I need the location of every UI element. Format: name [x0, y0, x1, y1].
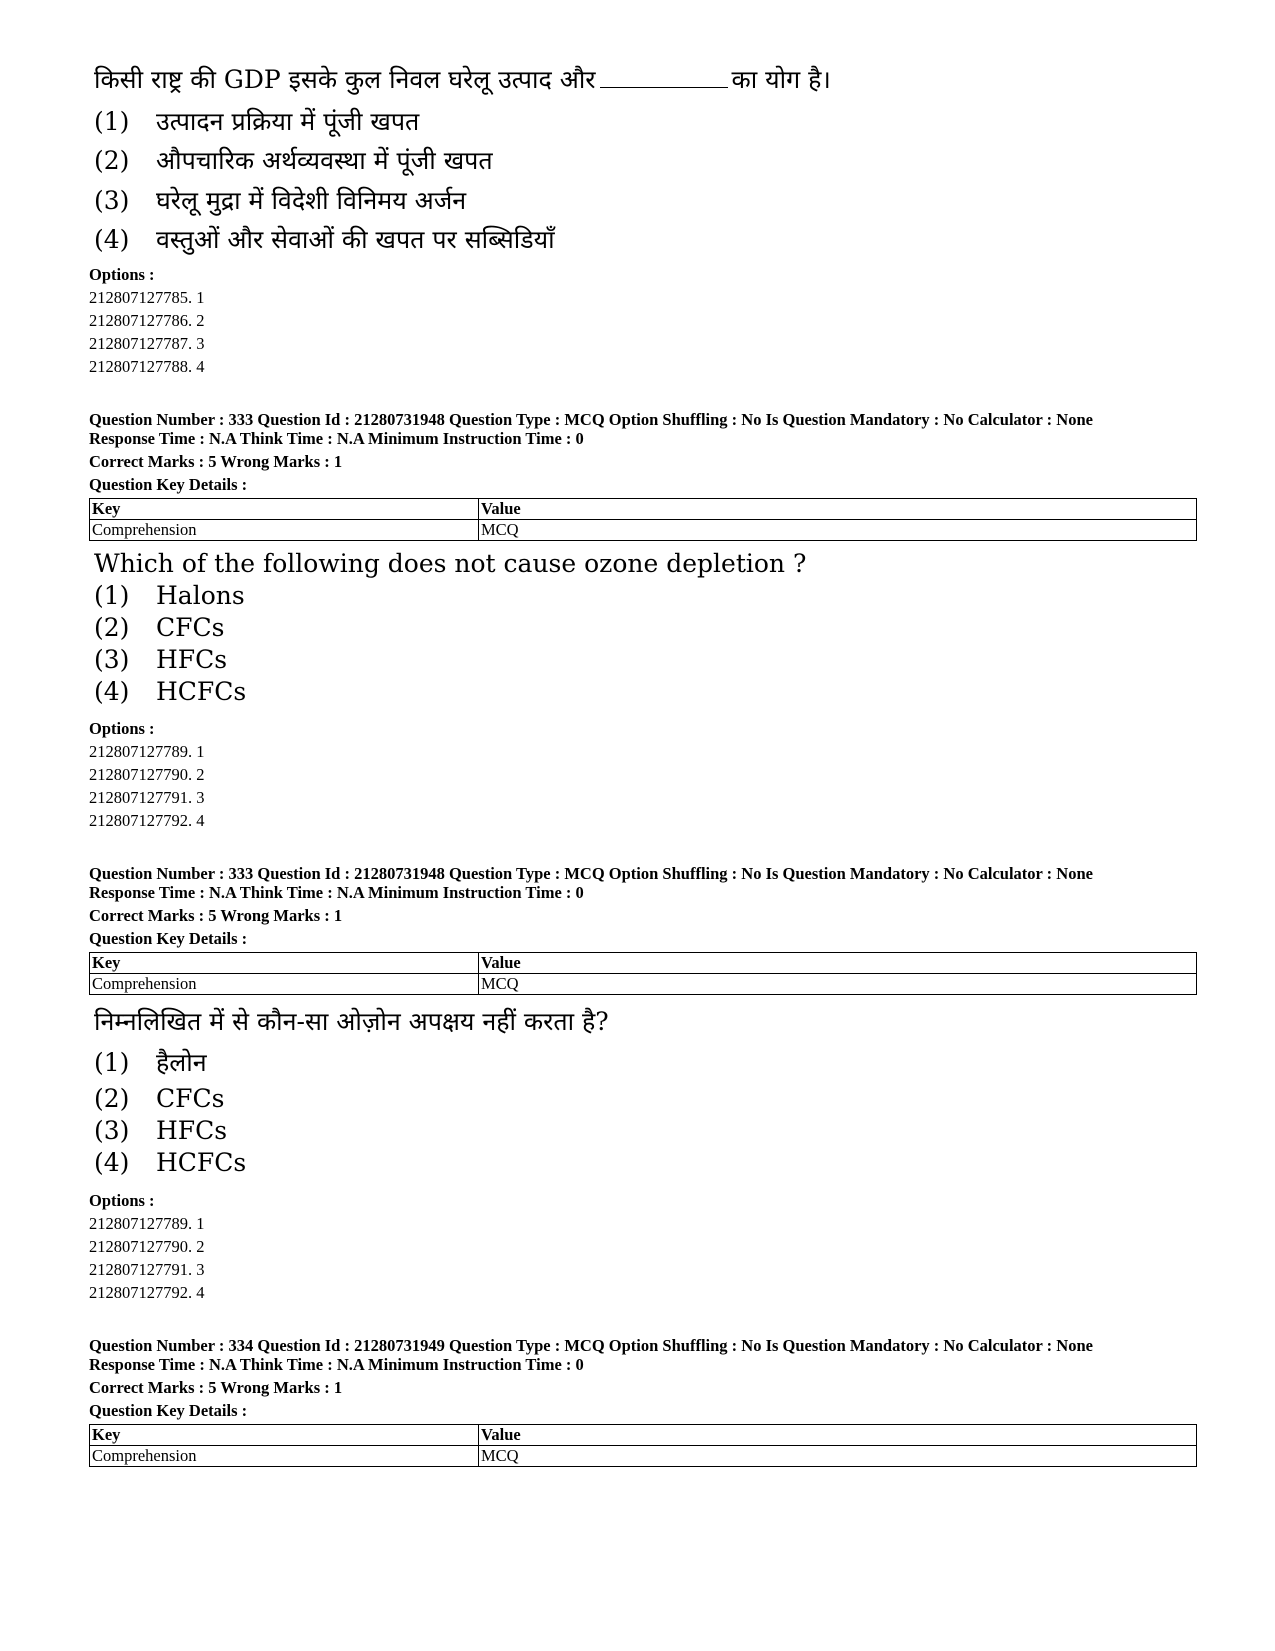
question-text-part1: किसी राष्ट्र की GDP इसके कुल निवल घरेलू उत्पाद और: [94, 65, 596, 94]
answer-option: [94, 1081, 1094, 1117]
option-id: 212807127790. 2: [89, 1237, 205, 1256]
table-header-value: Value: [479, 499, 1197, 520]
marks-line: Correct Marks : 5 Wrong Marks : 1: [89, 1378, 343, 1397]
question-meta-line: Question Number : 333 Question Id : 21280731948 Question Type : MCQ Option Shuffling : No Is Question Mandatory : No Calculator : None: [89, 864, 1093, 883]
option-text: हैलोन: [156, 1048, 207, 1077]
answer-option: [94, 143, 1094, 179]
question-text-part2: का योग है।: [731, 65, 831, 94]
options-label: Options :: [89, 719, 155, 738]
option-text: Halons: [156, 581, 245, 610]
option-number: (1): [94, 581, 130, 610]
table-header-key: Key: [90, 1425, 479, 1446]
key-details-table: [89, 498, 1197, 541]
answer-option: [94, 642, 1094, 678]
answer-option: [94, 1145, 1094, 1181]
key-details-label: Question Key Details :: [89, 929, 248, 948]
option-id: 212807127791. 3: [89, 1260, 205, 1279]
table-header-value: Value: [479, 1425, 1197, 1446]
option-id: 212807127792. 4: [89, 811, 205, 830]
option-id: 212807127792. 4: [89, 1283, 205, 1302]
answer-option: [94, 674, 1094, 710]
question-meta-line: Response Time : N.A Think Time : N.A Minimum Instruction Time : 0: [89, 1355, 584, 1374]
question-meta-line: Question Number : 333 Question Id : 21280731948 Question Type : MCQ Option Shuffling : No Is Question Mandatory : No Calculator : None: [89, 410, 1093, 429]
option-id: 212807127791. 3: [89, 788, 205, 807]
option-number: (4): [94, 225, 130, 254]
table-cell-value: MCQ: [479, 520, 1197, 541]
options-label: Options :: [89, 265, 155, 284]
option-text: औपचारिक अर्थव्यवस्था में पूंजी खपत: [156, 146, 493, 175]
option-id: 212807127789. 1: [89, 1214, 205, 1233]
table-header-value: Value: [479, 953, 1197, 974]
table-cell-key: Comprehension: [90, 520, 479, 541]
answer-option: [94, 1113, 1094, 1149]
option-text: HCFCs: [156, 1148, 247, 1177]
key-details-table: [89, 952, 1197, 995]
table-cell-key: Comprehension: [90, 1446, 479, 1467]
answer-option: [94, 104, 1094, 140]
answer-option: [94, 578, 1094, 614]
option-text: CFCs: [156, 613, 225, 642]
key-details-label: Question Key Details :: [89, 1401, 248, 1420]
table-header-key: Key: [90, 953, 479, 974]
table-cell-value: MCQ: [479, 1446, 1197, 1467]
option-number: (2): [94, 1084, 130, 1113]
option-id: 212807127789. 1: [89, 742, 205, 761]
question-meta-line: Response Time : N.A Think Time : N.A Minimum Instruction Time : 0: [89, 883, 584, 902]
question-text: Which of the following does not cause ozone depletion ?: [94, 549, 807, 578]
option-id: 212807127788. 4: [89, 357, 205, 376]
question-text: निम्नलिखित में से कौन-सा ओज़ोन अपक्षय नहीं करता है?: [94, 1007, 609, 1036]
option-number: (2): [94, 613, 130, 642]
table-header-key: Key: [90, 499, 479, 520]
option-number: (1): [94, 1048, 130, 1077]
option-number: (4): [94, 1148, 130, 1177]
option-id: 212807127785. 1: [89, 288, 205, 307]
answer-option: [94, 610, 1094, 646]
option-number: (1): [94, 107, 130, 136]
answer-option: [94, 1045, 1094, 1081]
marks-line: Correct Marks : 5 Wrong Marks : 1: [89, 906, 343, 925]
option-number: (3): [94, 645, 130, 674]
key-details-table: [89, 1424, 1197, 1467]
option-text: वस्तुओं और सेवाओं की खपत पर सब्सिडियाँ: [156, 225, 555, 254]
key-details-label: Question Key Details :: [89, 475, 248, 494]
option-number: (4): [94, 677, 130, 706]
option-text: CFCs: [156, 1084, 225, 1113]
option-number: (3): [94, 1116, 130, 1145]
option-text: HCFCs: [156, 677, 247, 706]
option-id: 212807127786. 2: [89, 311, 205, 330]
options-label: Options :: [89, 1191, 155, 1210]
table-cell-value: MCQ: [479, 974, 1197, 995]
option-text: HFCs: [156, 1116, 228, 1145]
option-id: 212807127787. 3: [89, 334, 205, 353]
answer-blank: [600, 65, 728, 88]
question-meta-line: Response Time : N.A Think Time : N.A Minimum Instruction Time : 0: [89, 429, 584, 448]
answer-option: [94, 183, 1094, 219]
question-meta-line: Question Number : 334 Question Id : 21280731949 Question Type : MCQ Option Shuffling : No Is Question Mandatory : No Calculator : None: [89, 1336, 1093, 1355]
option-number: (2): [94, 146, 130, 175]
option-text: घरेलू मुद्रा में विदेशी विनिमय अर्जन: [156, 186, 467, 215]
marks-line: Correct Marks : 5 Wrong Marks : 1: [89, 452, 343, 471]
table-cell-key: Comprehension: [90, 974, 479, 995]
option-number: (3): [94, 186, 130, 215]
option-id: 212807127790. 2: [89, 765, 205, 784]
question-text: [94, 64, 831, 96]
option-text: HFCs: [156, 645, 228, 674]
answer-option: [94, 222, 1094, 258]
option-text: उत्पादन प्रक्रिया में पूंजी खपत: [156, 107, 420, 136]
